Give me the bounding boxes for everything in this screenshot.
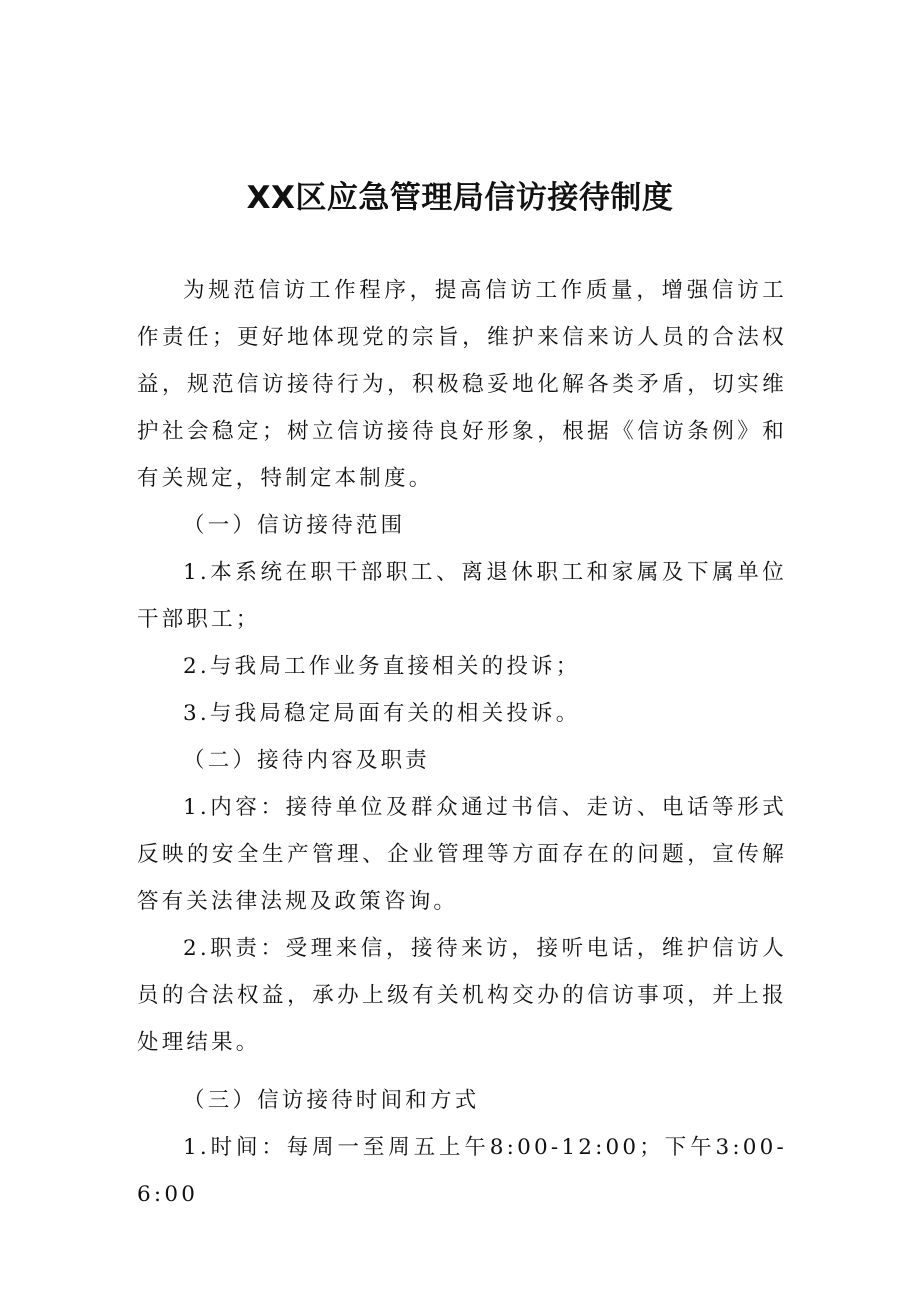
- duties-item-1: 1.内容：接待单位及群众通过书信、走访、电话等形式反映的安全生产管理、企业管理等方面存在的问题，宣传解答有关法律法规及政策咨询。: [137, 795, 787, 914]
- duties-item-2: 2.职责：受理来信，接待来访，接听电话，维护信访人员的合法权益，承办上级有关机构交办的信访事项，并上报处理结果。: [137, 936, 787, 1055]
- scope-item-1: 1.本系统在职干部职工、离退休职工和家属及下属单位干部职工；: [137, 560, 787, 632]
- time-item-1: 1.时间：每周一至周五上午8:00-12:00；下午3:00-6:00: [137, 1135, 787, 1207]
- section-heading-time: （三）信访接待时间和方式: [183, 1088, 480, 1113]
- section-heading-duties: （二）接待内容及职责: [183, 748, 431, 773]
- document-title: XX区应急管理局信访接待制度: [246, 180, 674, 216]
- document-body: [137, 267, 787, 1218]
- scope-item-3: 3.与我局稳定局面有关的相关投诉。: [183, 701, 581, 726]
- intro-paragraph: 为规范信访工作程序，提高信访工作质量，增强信访工作责任；更好地体现党的宗旨，维护来信来访人员的合法权益，规范信访接待行为，积极稳妥地化解各类矛盾，切实维护社会稳定；树立信访接待良好形象，根据《信访条例》和有关规定，特制定本制度。: [137, 278, 787, 491]
- scope-item-2: 2.与我局工作业务直接相关的投诉；: [183, 654, 581, 679]
- section-heading-scope: （一）信访接待范围: [183, 513, 406, 538]
